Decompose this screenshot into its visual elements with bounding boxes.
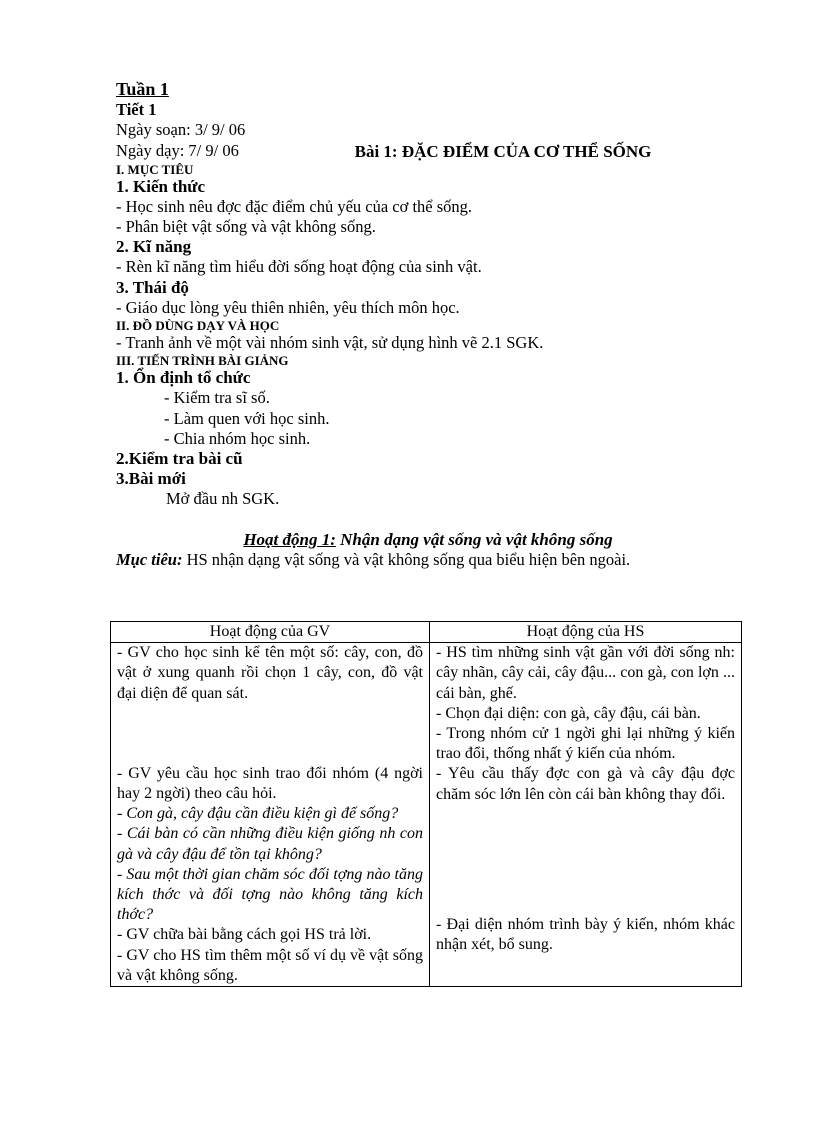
section-process-heading: III. TIẾN TRÌNH BÀI GIẢNG	[116, 353, 289, 369]
activity-label: Hoạt động 1:	[243, 529, 336, 549]
lesson-title-text: ĐẶC ĐIỂM CỦA CƠ THỂ SỐNG	[401, 141, 652, 161]
gv-question: - Sau một thời gian chăm sóc đối tợng nào tăng kích thớc và đối tợng nào không tăng kích thớc?	[117, 865, 423, 924]
gv-question: - Con gà, cây đậu cần điều kiện gì để sống?	[117, 805, 399, 823]
period-label: Tiết 1	[116, 100, 157, 119]
section-materials-heading: II. ĐỒ DÙNG DẠY VÀ HỌC	[116, 318, 280, 334]
teach-date: Ngày dạy: 7/ 9/ 06	[116, 140, 239, 160]
knowledge-heading: 1. Kiến thức	[116, 176, 206, 196]
hs-step: - Đại diện nhóm trình bày ý kiến, nhóm khác nhận xét, bổ sung.	[436, 915, 735, 954]
table-row	[111, 643, 742, 987]
objective-text: HS nhận dạng vật sống và vật không sống qua biểu hiện bên ngoài.	[182, 549, 631, 569]
skill-heading: 2. Kĩ năng	[116, 237, 192, 257]
week-label: Tuần 1	[116, 79, 169, 99]
gv-step: - GV cho học sinh kể tên một số: cây, con, đồ vật ở xung quanh rồi chọn 1 cây, con, đồ vật đại diện để quan sát.	[117, 644, 423, 702]
gv-activity-cell	[111, 643, 430, 987]
section-objectives-heading: I. MỤC TIÊU	[116, 161, 194, 177]
lesson-title	[266, 141, 740, 162]
activity-title-text: Nhận dạng vật sống và vật không sống	[335, 529, 613, 549]
table-header-row	[111, 622, 742, 643]
hs-activity-cell	[430, 643, 742, 987]
stabilize-heading: 1. Ổn định tổ chức	[116, 368, 251, 388]
gv-step: - GV chữa bài bằng cách gọi HS trả lời.	[117, 926, 372, 944]
gv-step: - GV cho HS tìm thêm một số ví dụ về vật sống và vật không sống.	[117, 946, 423, 984]
attitude-item: - Giáo dục lòng yêu thiên nhiên, yêu thích môn học.	[116, 297, 460, 317]
stabilize-item: - Chia nhóm học sinh.	[164, 428, 311, 448]
knowledge-item: - Học sinh nêu đợc đặc điểm chủ yếu của cơ thể sống.	[116, 196, 473, 216]
hs-step: - HS tìm những sinh vật gần với đời sống nh: cây nhãn, cây cải, cây đậu... con gà, con lợn ... cái bàn, ghế.	[436, 644, 735, 702]
lesson-label: Bài 1:	[354, 141, 398, 161]
gv-step: - GV yêu cầu học sinh trao đổi nhóm (4 ngời hay 2 ngời) theo câu hỏi.	[117, 764, 423, 803]
knowledge-item: - Phân biệt vật sống và vật không sống.	[116, 217, 376, 237]
hs-step: - Chọn đại diện: con gà, cây đậu, cái bàn.	[436, 704, 701, 722]
lesson-plan-page	[116, 78, 740, 570]
activity-title	[116, 530, 740, 550]
activity-table	[110, 621, 742, 987]
hs-step: - Yêu cầu thấy đợc con gà và cây đậu đợc chăm sóc lớn lên còn cái bàn không thay đổi.	[436, 765, 735, 803]
new-lesson-intro: Mở đầu nh SGK.	[166, 489, 280, 509]
stabilize-item: - Làm quen với học sinh.	[164, 408, 330, 428]
new-lesson-heading: 3.Bài mới	[116, 469, 186, 489]
review-heading: 2.Kiểm tra bài cũ	[116, 449, 243, 469]
objective-label: Mục tiêu:	[116, 549, 183, 569]
activity-objective	[116, 550, 740, 570]
prep-date: Ngày soạn: 3/ 9/ 06	[116, 120, 246, 140]
skill-item: - Rèn kĩ năng tìm hiểu đời sống hoạt động của sinh vật.	[116, 257, 482, 277]
materials-item: - Tranh ảnh về một vài nhóm sinh vật, sử dụng hình vẽ 2.1 SGK.	[116, 333, 544, 353]
stabilize-item: - Kiểm tra sĩ số.	[164, 388, 270, 408]
column-header-gv: Hoạt động của GV	[111, 622, 430, 643]
column-header-hs: Hoạt động của HS	[430, 622, 742, 643]
attitude-heading: 3. Thái độ	[116, 277, 189, 297]
gv-question: - Cái bàn có cần những điều kiện giống nh con gà và cây đậu để tồn tại không?	[117, 825, 423, 863]
hs-step: - Trong nhóm cử 1 ngời ghi lại những ý kiến trao đổi, thống nhất ý kiến của nhóm.	[436, 725, 735, 763]
